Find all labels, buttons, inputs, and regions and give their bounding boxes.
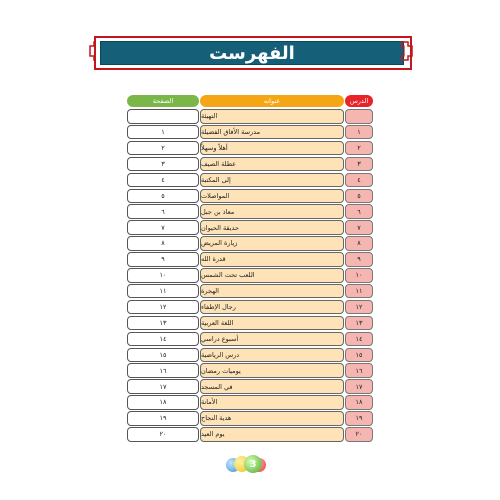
row-title: يوم العيد: [200, 427, 344, 442]
page-title: الفهرست: [209, 42, 295, 64]
header-lesson: الدرس: [345, 95, 373, 107]
table-of-contents: [127, 95, 373, 439]
row-page: ١٤: [127, 332, 199, 347]
table-row: [127, 379, 373, 395]
row-lesson-number: ١٣: [345, 316, 373, 331]
table-row: [127, 157, 373, 173]
table-row: [127, 332, 373, 348]
table-row: [127, 268, 373, 284]
row-title: الأمانة: [200, 395, 344, 410]
row-lesson-number: ١٢: [345, 300, 373, 315]
row-page: ١٢: [127, 300, 199, 315]
table-row: [127, 348, 373, 364]
page-number-badge: [226, 454, 276, 476]
page-number: 3: [249, 458, 257, 470]
row-title: المواصلات: [200, 189, 344, 204]
row-lesson-number: ٧: [345, 220, 373, 235]
row-page: ١٦: [127, 363, 199, 378]
table-row: [127, 252, 373, 268]
table-header: [127, 95, 373, 107]
row-page: ١٩: [127, 411, 199, 426]
table-row: [127, 395, 373, 411]
row-title: هدية النجاح: [200, 411, 344, 426]
row-lesson-number: ٥: [345, 189, 373, 204]
row-page: ٢٠: [127, 427, 199, 442]
row-page: ٦: [127, 204, 199, 219]
row-lesson-number: ٩: [345, 252, 373, 267]
row-title: زيارة المريض: [200, 236, 344, 251]
header-title: عنوانه: [200, 95, 344, 107]
row-page: ١٧: [127, 379, 199, 394]
row-lesson-number: ١٦: [345, 363, 373, 378]
row-title: الهجرة: [200, 284, 344, 299]
row-page: ٥: [127, 189, 199, 204]
row-page: ١١: [127, 284, 199, 299]
table-row: [127, 284, 373, 300]
row-page: ٧: [127, 220, 199, 235]
row-lesson-number: ٤: [345, 173, 373, 188]
row-lesson-number: ١١: [345, 284, 373, 299]
row-lesson-number: ٣: [345, 157, 373, 172]
table-row: [127, 363, 373, 379]
title-banner: [88, 30, 414, 72]
banner-fill: [100, 41, 404, 65]
row-title: أهلاً وسهلاً: [200, 141, 344, 156]
row-page: ١: [127, 125, 199, 140]
row-page: ١٨: [127, 395, 199, 410]
ornament-right-icon: [400, 40, 414, 62]
table-row: [127, 411, 373, 427]
row-title: رجال الإطفاء: [200, 300, 344, 315]
row-title: أسبوع دراسي: [200, 332, 344, 347]
table-row: [127, 125, 373, 141]
row-lesson-number: ١٥: [345, 348, 373, 363]
row-page: ٣: [127, 157, 199, 172]
table-row: [127, 109, 373, 125]
header-page: الصفحة: [127, 95, 199, 107]
row-lesson-number: ١: [345, 125, 373, 140]
row-page: ٤: [127, 173, 199, 188]
row-title: اللعب تحت الشمس: [200, 268, 344, 283]
table-row: [127, 236, 373, 252]
row-lesson-number: ٢٠: [345, 427, 373, 442]
row-page: ١٠: [127, 268, 199, 283]
row-lesson-number: ٨: [345, 236, 373, 251]
row-lesson-number: ١٩: [345, 411, 373, 426]
row-lesson-number: ٦: [345, 204, 373, 219]
row-title: معاذ بن جبل: [200, 204, 344, 219]
row-page: ٩: [127, 252, 199, 267]
row-lesson-number: ١٧: [345, 379, 373, 394]
row-title: يوميات رمضان: [200, 363, 344, 378]
row-title: مدرسة الأفاق الفضيلة: [200, 125, 344, 140]
table-row: [127, 141, 373, 157]
row-title: إلى المكتبة: [200, 173, 344, 188]
row-title: درس الرياضية: [200, 348, 344, 363]
table-row: [127, 173, 373, 189]
row-lesson-number: ١٤: [345, 332, 373, 347]
row-page: ١٣: [127, 316, 199, 331]
row-title: قدرة الله: [200, 252, 344, 267]
row-lesson-number: ١٠: [345, 268, 373, 283]
row-title: اللغة العربية: [200, 316, 344, 331]
table-row: [127, 189, 373, 205]
table-row: [127, 204, 373, 220]
row-lesson-number: [345, 109, 373, 124]
table-row: [127, 300, 373, 316]
row-page: ٢: [127, 141, 199, 156]
row-title: في المسجد: [200, 379, 344, 394]
row-lesson-number: ١٨: [345, 395, 373, 410]
row-page: [127, 109, 199, 124]
row-title: حديقة الحيوان: [200, 220, 344, 235]
row-title: عطلة الصيف: [200, 157, 344, 172]
table-row: [127, 220, 373, 236]
row-lesson-number: ٢: [345, 141, 373, 156]
row-page: ٨: [127, 236, 199, 251]
row-title: التهيئة: [200, 109, 344, 124]
table-row: [127, 427, 373, 443]
table-row: [127, 316, 373, 332]
row-page: ١٥: [127, 348, 199, 363]
